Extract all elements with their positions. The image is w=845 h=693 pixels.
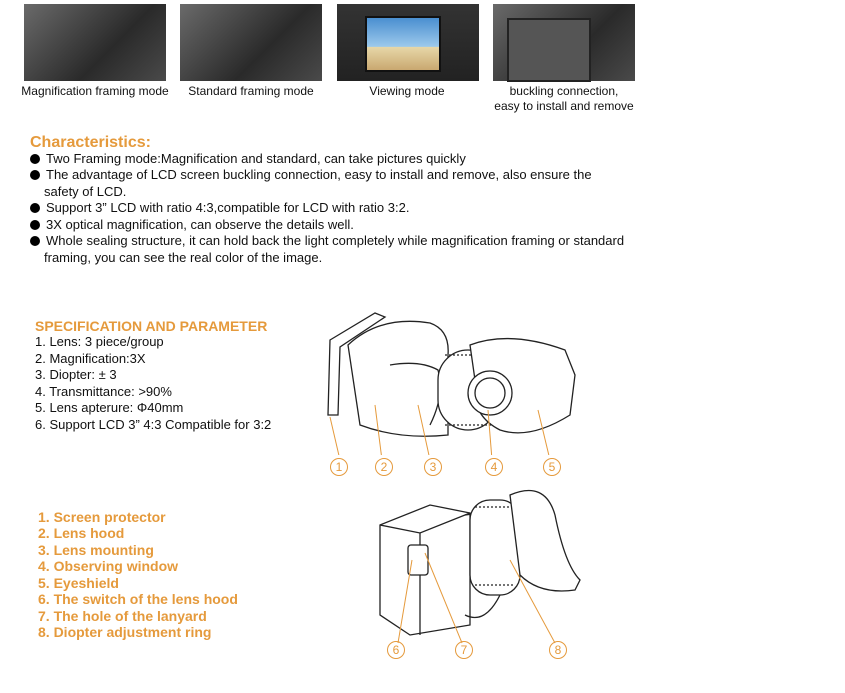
bullet-icon (30, 203, 40, 213)
photo-buckling-connection (493, 4, 635, 81)
photo-caption: Magnification framing mode (21, 84, 169, 98)
part-item: 6. The switch of the lens hood (38, 591, 238, 607)
characteristic-item (30, 233, 624, 248)
part-item: 1. Screen protector (38, 509, 166, 525)
spec-item: 4. Transmittance: >90% (35, 384, 172, 399)
part-item: 3. Lens mounting (38, 542, 154, 558)
spec-item: 5. Lens apterure: Φ40mm (35, 400, 184, 415)
characteristic-item (30, 151, 466, 166)
spec-item: 1. Lens: 3 piece/group (35, 334, 164, 349)
item-continuation: safety of LCD. (44, 184, 127, 199)
item-text: The advantage of LCD screen buckling connection, easy to install and remove, also ensure the (46, 167, 592, 182)
characteristics-heading: Characteristics: (30, 134, 151, 151)
diagram-label: 6 (387, 641, 405, 659)
diagram-label: 7 (455, 641, 473, 659)
item-text: Whole sealing structure, it can hold back the light completely while magnification framing or standard (46, 233, 625, 248)
characteristic-item (30, 217, 354, 232)
part-item: 2. Lens hood (38, 525, 125, 541)
bullet-icon (30, 154, 40, 164)
item-continuation: framing, you can see the real color of the image. (44, 250, 323, 265)
caption-line: buckling connection, (509, 84, 619, 98)
characteristic-item (30, 167, 592, 182)
diagram-label: 2 (375, 458, 393, 476)
diagram-label: 5 (543, 458, 561, 476)
diagram-label: 1 (330, 458, 348, 476)
caption-line: easy to install and remove (494, 99, 634, 113)
photo-magnification-mode (24, 4, 166, 81)
characteristic-item (30, 200, 409, 215)
photo-viewing-mode (337, 4, 479, 81)
part-item: 8. Diopter adjustment ring (38, 624, 212, 640)
bullet-icon (30, 236, 40, 246)
viewfinder-diagram-front (320, 305, 590, 455)
spec-item: 2. Magnification:3X (35, 351, 146, 366)
photo-caption (479, 84, 649, 114)
spec-heading: SPECIFICATION AND PARAMETER (35, 318, 268, 334)
item-text: 3X optical magnification, can observe the details well. (46, 217, 354, 232)
part-item: 7. The hole of the lanyard (38, 608, 207, 624)
part-item: 4. Observing window (38, 558, 179, 574)
bullet-icon (30, 220, 40, 230)
viewfinder-diagram-side (370, 485, 600, 645)
photo-standard-mode (180, 4, 322, 81)
diagram-label: 4 (485, 458, 503, 476)
spec-item: 3. Diopter: ± 3 (35, 367, 117, 382)
part-item: 5. Eyeshield (38, 575, 119, 591)
photo-caption: Standard framing mode (188, 84, 314, 98)
item-text: Two Framing mode:Magnification and standard, can take pictures quickly (46, 151, 466, 166)
spec-item: 6. Support LCD 3” 4:3 Compatible for 3:2 (35, 417, 272, 432)
diagram-label: 8 (549, 641, 567, 659)
diagram-label: 3 (424, 458, 442, 476)
item-text: Support 3” LCD with ratio 4:3,compatible for LCD with ratio 3:2. (46, 200, 410, 215)
bullet-icon (30, 170, 40, 180)
photo-caption: Viewing mode (369, 84, 445, 98)
